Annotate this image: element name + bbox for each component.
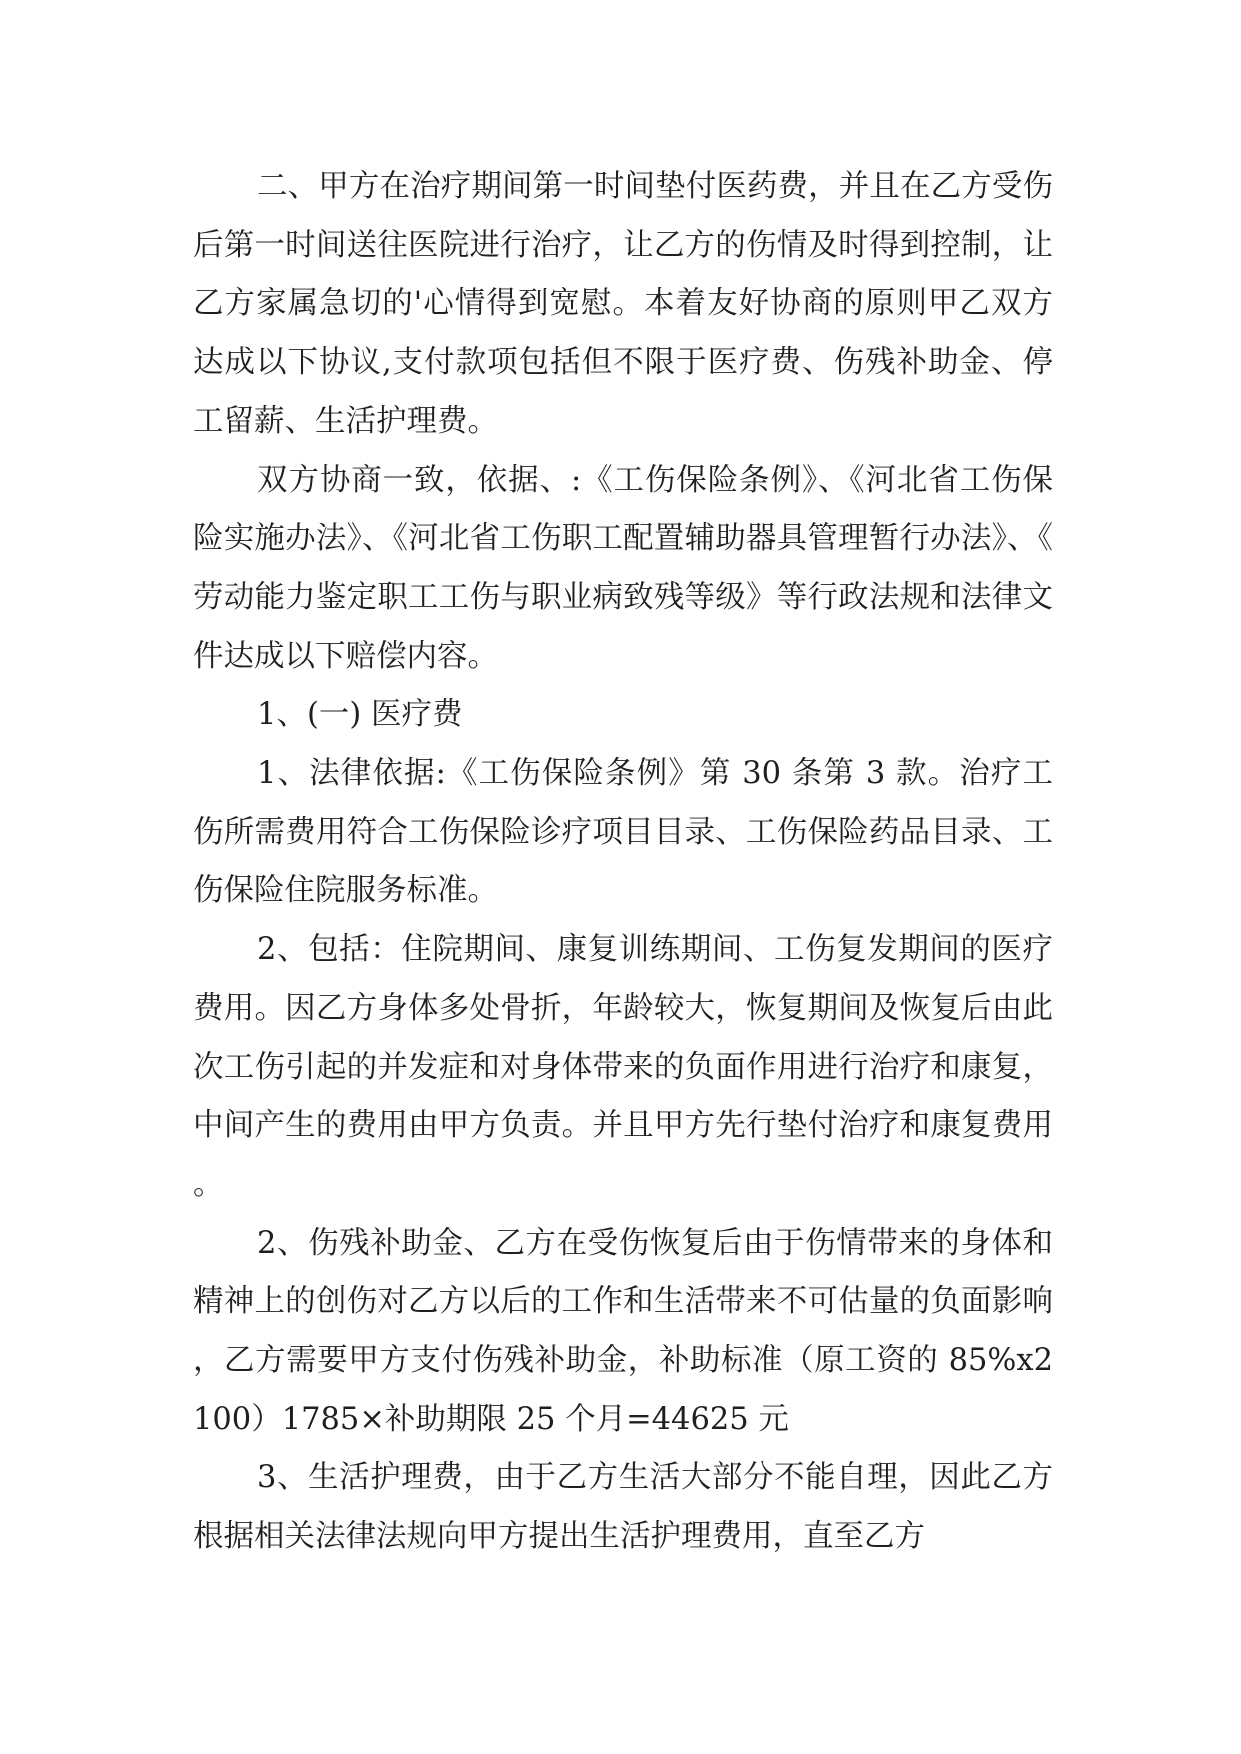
paragraph-medical-coverage: 2、包括：住院期间、康复训练期间、工伤复发期间的医疗费用。因乙方身体多处骨折，年龄较大，恢复期间及恢复后由此次工伤引起的并发症和对身体带来的负面作用进行治疗和康复，中间产生的费用由甲方负责。并且甲方先行垫付治疗和康复费用。 — [193, 932, 1053, 1202]
paragraph-medical-legal-basis: 1、法律依据:《工伤保险条例》第 30 条第 3 款。治疗工伤所需费用符合工伤保险诊疗项目目录、工伤保险药品目录、工伤保险住院服务标准。 — [193, 756, 1053, 909]
heading-medical-fees: 1、(一) 医疗费 — [257, 697, 463, 733]
paragraph-disability-subsidy: 2、伤残补助金、乙方在受伤恢复后由于伤情带来的身体和精神上的创伤对乙方以后的工作和生活带来不可估量的负面影响，乙方需要甲方支付伤残补助金，补助标准（原工资的 85%x2100）1785×补助期限 25 个月=44625 元 — [193, 1225, 1053, 1437]
paragraph-advance-payment: 二、甲方在治疗期间第一时间垫付医药费，并且在乙方受伤后第一时间送往医院进行治疗，让乙方的伤情及时得到控制，让乙方家属急切的'心情得到宽慰。本着友好协商的原则甲乙双方达成以下协议,支付款项包括但不限于医疗费、伤残补助金、停工留薪、生活护理费。 — [193, 169, 1053, 439]
paragraph-nursing-fees: 3、生活护理费，由于乙方生活大部分不能自理，因此乙方根据相关法律法规向甲方提出生活护理费用，直至乙方 — [193, 1460, 1053, 1555]
document-body — [193, 158, 1053, 1567]
paragraph-legal-basis: 双方协商一致，依据、:《工伤保险条例》、《河北省工伤保险实施办法》、《河北省工伤职工配置辅助器具管理暂行办法》、《劳动能力鉴定职工工伤与职业病致残等级》等行政法规和法律文件达成以下赔偿内容。 — [193, 462, 1053, 674]
